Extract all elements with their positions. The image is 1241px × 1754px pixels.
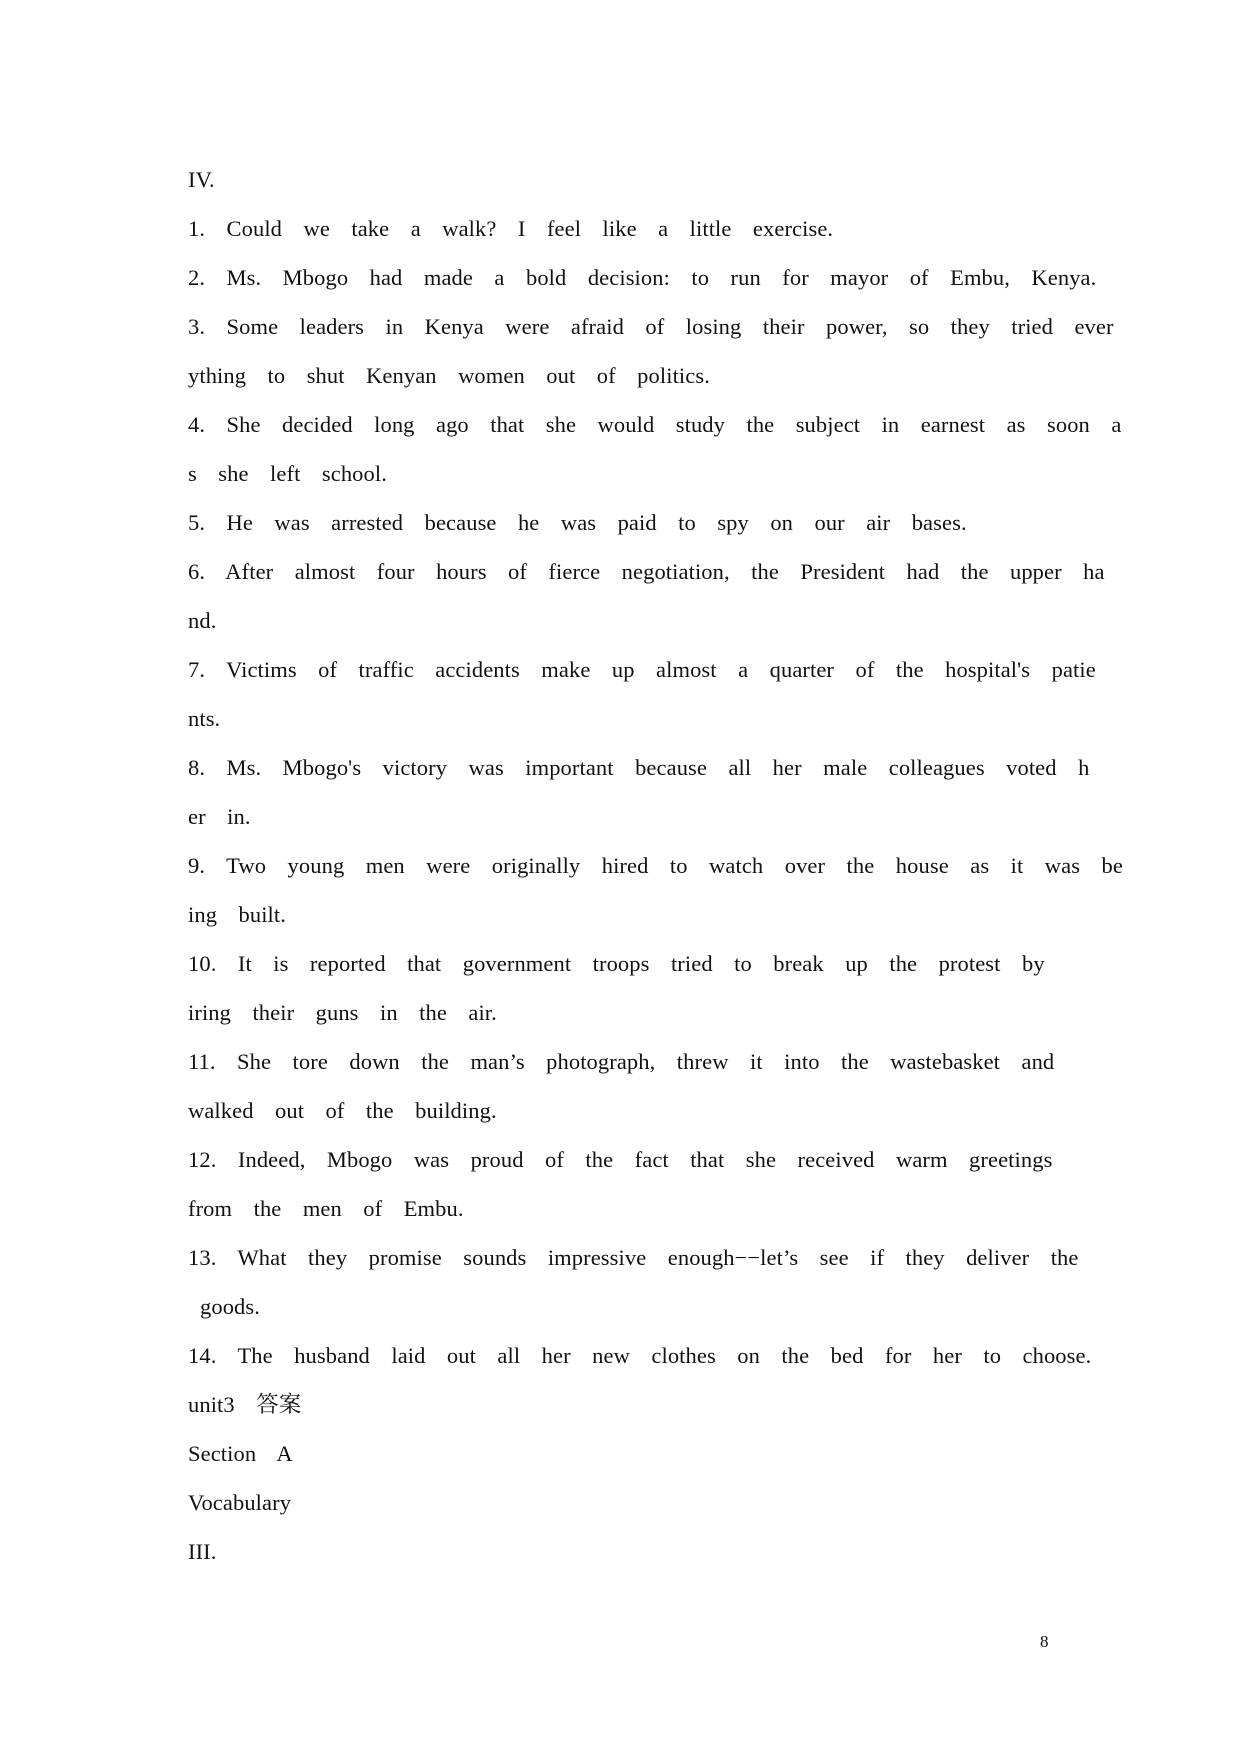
answer-line-13-cont: goods.: [200, 1294, 260, 1319]
answer-line-6-cont: nd.: [188, 608, 217, 633]
answer-line-5: 5. He was arrested because he was paid to spy on our air bases.: [188, 510, 967, 535]
page-number: 8: [1040, 1632, 1049, 1651]
answer-line-2: 2. Ms. Mbogo had made a bold decision: to run for mayor of Embu, Kenya.: [188, 265, 1097, 290]
answer-line-10-cont: iring their guns in the air.: [188, 1000, 497, 1025]
answer-line-11: 11. She tore down the man’s photograph, threw it into the wastebasket and: [188, 1049, 1055, 1074]
answer-line-7: 7. Victims of traffic accidents make up almost a quarter of the hospital's patie: [188, 657, 1096, 682]
answer-line-9-cont: ing built.: [188, 902, 286, 927]
answer-line-7-cont: nts.: [188, 706, 221, 731]
answer-line-3: 3. Some leaders in Kenya were afraid of losing their power, so they tried ever: [188, 314, 1114, 339]
section-heading: Section A: [188, 1441, 293, 1466]
answer-line-10: 10. It is reported that government troops tried to break up the protest by: [188, 951, 1045, 976]
answer-line-13: 13. What they promise sounds impressive enough−−let’s see if they deliver the: [188, 1245, 1079, 1270]
answer-line-8-cont: er in.: [188, 804, 251, 829]
answer-line-12: 12. Indeed, Mbogo was proud of the fact that she received warm greetings: [188, 1147, 1053, 1172]
vocabulary-heading: Vocabulary: [188, 1490, 292, 1515]
answer-line-3-cont: ything to shut Kenyan women out of politics.: [188, 363, 710, 388]
answer-line-1: 1. Could we take a walk? I feel like a little exercise.: [188, 216, 834, 241]
exercise-heading-iii: III.: [188, 1539, 217, 1564]
document-body: [188, 155, 1123, 1576]
answer-line-4-cont: s she left school.: [188, 461, 387, 486]
section-heading-iv: IV.: [188, 167, 215, 192]
answer-line-8: 8. Ms. Mbogo's victory was important because all her male colleagues voted h: [188, 755, 1090, 780]
answer-line-12-cont: from the men of Embu.: [188, 1196, 464, 1221]
answer-line-11-cont: walked out of the building.: [188, 1098, 497, 1123]
answer-line-6: 6. After almost four hours of fierce negotiation, the President had the upper ha: [188, 559, 1105, 584]
unit-heading: unit3 答案: [188, 1392, 302, 1417]
answer-line-9: 9. Two young men were originally hired to watch over the house as it was be: [188, 853, 1123, 878]
answer-line-14: 14. The husband laid out all her new clothes on the bed for her to choose.: [188, 1343, 1092, 1368]
answer-line-4: 4. She decided long ago that she would study the subject in earnest as soon a: [188, 412, 1122, 437]
